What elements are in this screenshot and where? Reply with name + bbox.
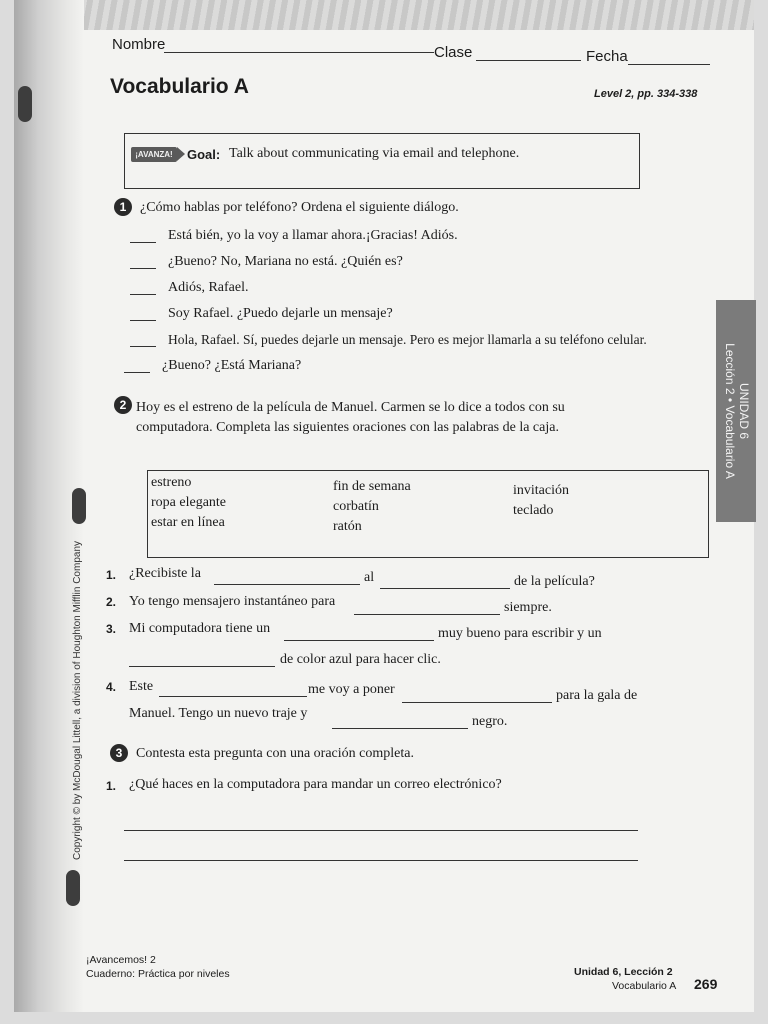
activity-1-instruction: ¿Cómo hablas por teléfono? Ordena el siguiente diálogo. xyxy=(140,200,459,215)
goal-label: Goal: xyxy=(187,147,221,162)
dialogue-line: ¿Bueno? ¿Está Mariana? xyxy=(162,358,302,373)
word-bank-item: fin de semana xyxy=(333,479,411,494)
footer-unit: Unidad 6, Lección 2 xyxy=(574,966,673,978)
nombre-field[interactable] xyxy=(164,52,434,53)
sentence-part: al xyxy=(364,570,375,585)
item-number: 2. xyxy=(106,595,117,609)
dialogue-line: Está bién, yo la voy a llamar ahora.¡Gracias! Adiós. xyxy=(168,228,458,243)
order-blank[interactable] xyxy=(130,320,156,321)
level-reference: Level 2, pp. 334-338 xyxy=(594,88,698,100)
activity-3-instruction: Contesta esta pregunta con una oración completa. xyxy=(136,746,414,761)
order-blank[interactable] xyxy=(130,346,156,347)
footer-book-title: ¡Avancemos! 2 xyxy=(86,954,156,966)
page-number: 269 xyxy=(694,976,718,992)
sentence-part: para la gala de xyxy=(556,688,638,703)
fill-in-blank[interactable] xyxy=(380,588,510,589)
word-bank-item: teclado xyxy=(513,503,554,518)
sentence-part: negro. xyxy=(472,714,508,729)
sentence-part: de color azul para hacer clic. xyxy=(280,652,441,667)
word-bank-item: corbatín xyxy=(333,499,379,514)
activity-3-question: ¿Qué haces en la computadora para mandar un correo electrónico? xyxy=(129,777,502,792)
answer-line[interactable] xyxy=(124,860,638,861)
answer-line[interactable] xyxy=(124,830,638,831)
word-bank-item: ropa elegante xyxy=(151,495,227,510)
item-number: 1. xyxy=(106,779,117,793)
fill-in-blank[interactable] xyxy=(332,728,468,729)
fill-in-blank[interactable] xyxy=(214,584,360,585)
side-tab-bullet: • xyxy=(723,397,737,403)
avanza-badge: ¡AVANZA! xyxy=(131,147,177,162)
side-tab-section: Vocabulario A xyxy=(723,405,737,479)
word-bank-item: estreno xyxy=(151,475,192,490)
word-bank-box xyxy=(147,470,709,558)
sentence-part: Este xyxy=(129,679,154,694)
copyright-notice: Copyright © by McDougal Littell, a division of Houghton Mifflin Company xyxy=(72,540,83,860)
clase-field[interactable] xyxy=(476,60,581,61)
order-blank[interactable] xyxy=(124,372,150,373)
binder-hole xyxy=(18,86,32,122)
activity-2-instruction-line1: Hoy es el estreno de la película de Manuel. Carmen se lo dice a todos con su xyxy=(136,400,565,415)
order-blank[interactable] xyxy=(130,294,156,295)
goal-text: Talk about communicating via email and telephone. xyxy=(229,146,520,161)
goal-box xyxy=(124,133,640,189)
sentence-part: Manuel. Tengo un nuevo traje y xyxy=(129,706,308,721)
activity-1-number: 1 xyxy=(114,198,132,216)
activity-3-number: 3 xyxy=(110,744,128,762)
side-tab-unit: UNIDAD 6 xyxy=(737,382,751,439)
dialogue-line: Soy Rafael. ¿Puedo dejarle un mensaje? xyxy=(168,306,393,321)
binder-hole xyxy=(72,488,86,524)
item-number: 3. xyxy=(106,622,117,636)
fill-in-blank[interactable] xyxy=(402,702,552,703)
item-number: 4. xyxy=(106,680,117,694)
sentence-part: de la película? xyxy=(514,574,595,589)
sentence-part: siempre. xyxy=(504,600,552,615)
clase-label: Clase xyxy=(434,44,473,61)
side-tab-lesson: Lección 2 xyxy=(723,343,737,395)
workbook-page xyxy=(14,0,754,1012)
sentence-part: Yo tengo mensajero instantáneo para xyxy=(129,594,336,609)
dialogue-line: Adiós, Rafael. xyxy=(168,280,249,295)
fill-in-blank[interactable] xyxy=(129,666,275,667)
fecha-label: Fecha xyxy=(586,48,628,65)
avanza-arrow-icon xyxy=(177,147,185,161)
word-bank-item: ratón xyxy=(333,519,362,534)
fill-in-blank[interactable] xyxy=(159,696,307,697)
sentence-part: Mi computadora tiene un xyxy=(129,621,271,636)
sentence-part: ¿Recibiste la xyxy=(129,566,201,581)
dialogue-line: ¿Bueno? No, Mariana no está. ¿Quién es? xyxy=(168,254,403,269)
dialogue-line: Hola, Rafael. Sí, puedes dejarle un mensaje. Pero es mejor llamarla a su teléfono celular. xyxy=(168,332,647,347)
order-blank[interactable] xyxy=(130,242,156,243)
nombre-label: Nombre xyxy=(112,36,166,53)
word-bank-item: invitación xyxy=(513,483,569,498)
item-number: 1. xyxy=(106,568,117,582)
activity-2-number: 2 xyxy=(114,396,132,414)
binder-hole xyxy=(66,870,80,906)
unit-side-tab xyxy=(716,300,756,522)
fecha-field[interactable] xyxy=(628,64,710,65)
fill-in-blank[interactable] xyxy=(284,640,434,641)
page-title: Vocabulario A xyxy=(110,75,249,98)
sentence-part: muy bueno para escribir y un xyxy=(438,626,602,641)
fill-in-blank[interactable] xyxy=(354,614,500,615)
page-top-pattern xyxy=(14,0,754,30)
activity-2-instruction-line2: computadora. Completa las siguientes oraciones con las palabras de la caja. xyxy=(136,420,559,435)
footer-section: Vocabulario A xyxy=(612,980,677,992)
word-bank-item: estar en línea xyxy=(151,515,225,530)
order-blank[interactable] xyxy=(130,268,156,269)
footer-book-subtitle: Cuaderno: Práctica por niveles xyxy=(86,968,230,980)
sentence-part: me voy a poner xyxy=(308,682,395,697)
